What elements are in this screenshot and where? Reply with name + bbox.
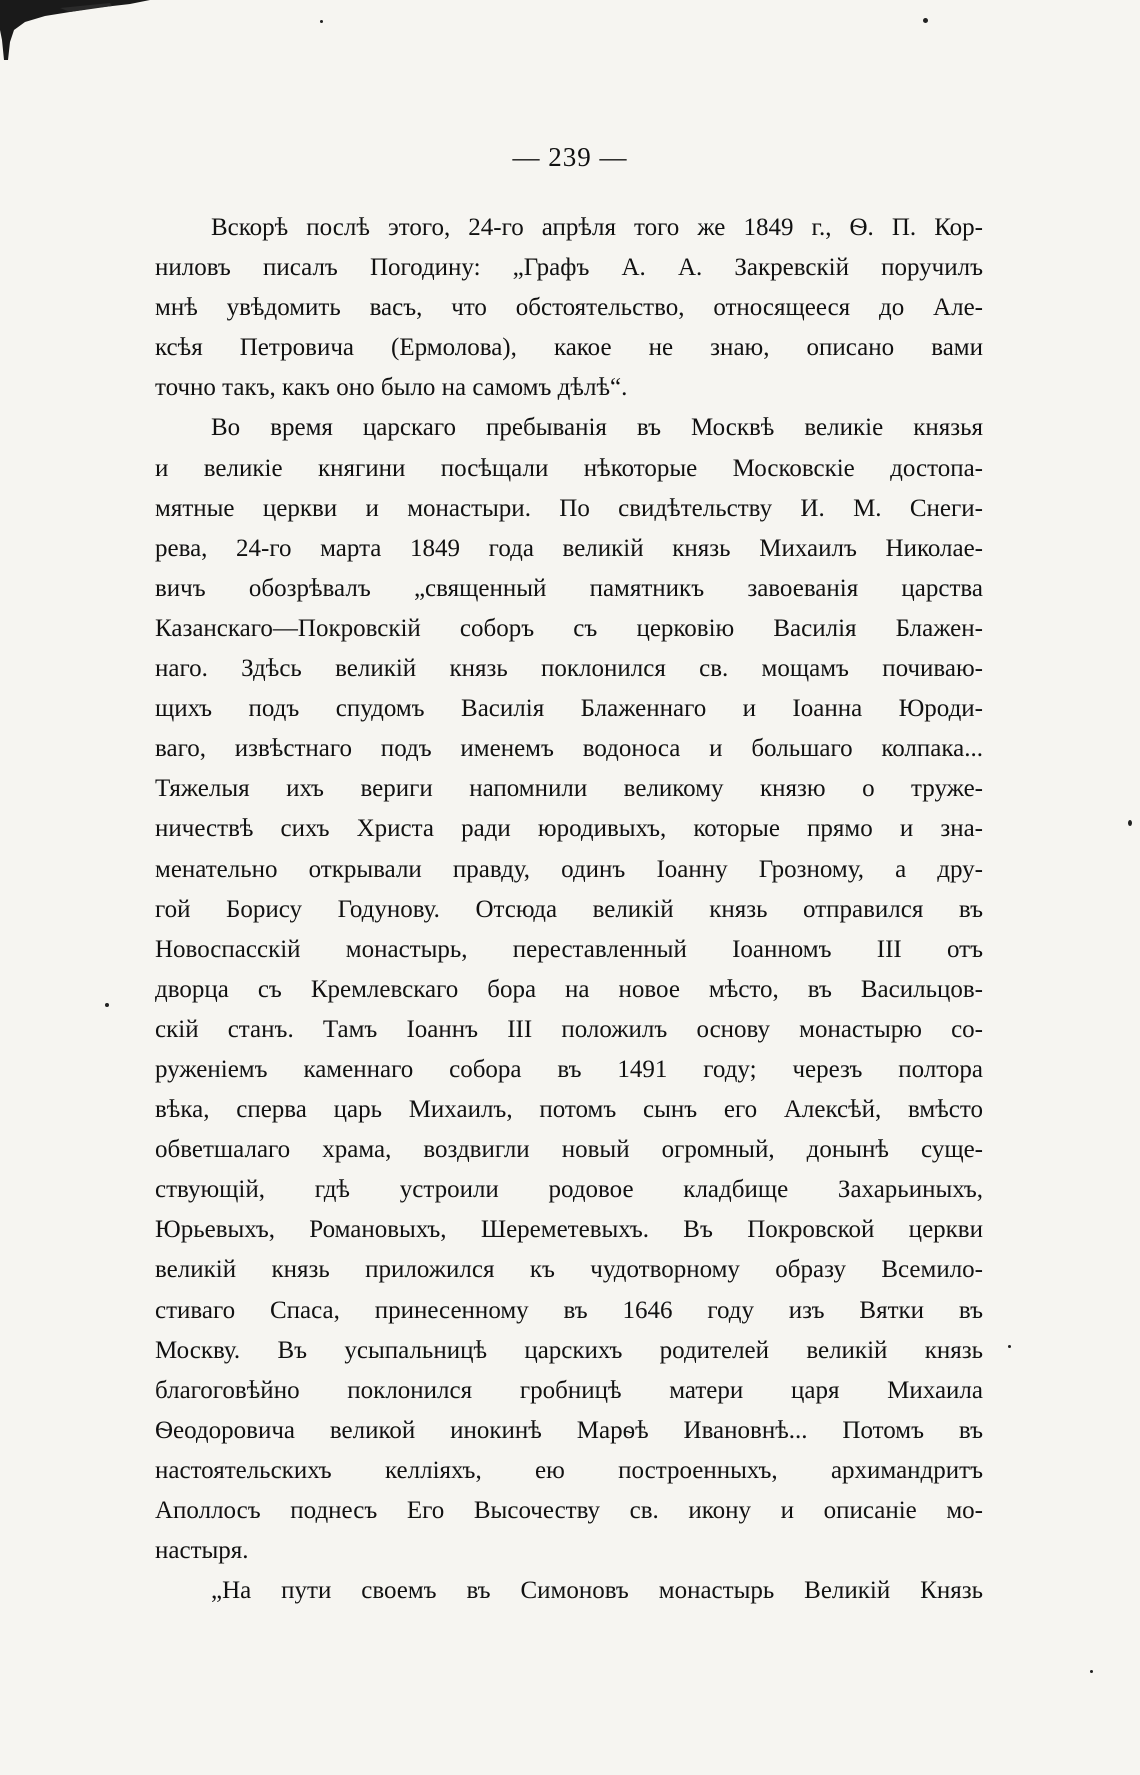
- text-line: Москву. Въ усыпальницѣ царскихъ родителей великій князь: [155, 1336, 983, 1364]
- text-line: Во время царскаго пребыванія въ Москвѣ великіе князья: [211, 414, 983, 442]
- text-line: скій станъ. Тамъ Іоаннъ III положилъ основу монастырю со-: [155, 1015, 983, 1043]
- scan-speck: [105, 1003, 109, 1007]
- text-line: Ѳеодоровича великой инокинѣ Марѳѣ Ивановнѣ... Потомъ въ: [155, 1416, 983, 1444]
- text-line: Вскорѣ послѣ этого, 24-го апрѣля того же 1849 г., Ѳ. П. Кор-: [211, 214, 983, 241]
- text-line: гой Борису Годунову. Отсюда великій князь отправился въ: [155, 895, 983, 923]
- text-line: „На пути своемъ въ Симоновъ монастырь Великій Князь: [211, 1577, 983, 1605]
- text-line: вичъ обозрѣвалъ „священный памятникъ завоеванія царства: [155, 574, 983, 602]
- text-line: благоговѣйно поклонился гробницѣ матери царя Михаила: [155, 1376, 983, 1404]
- text-line: Юрьевыхъ, Романовыхъ, Шереметевыхъ. Въ Покровской церкви: [155, 1216, 983, 1244]
- text-line: вѣка, сперва царь Михаилъ, потомъ сынъ его Алексѣй, вмѣсто: [155, 1096, 983, 1124]
- text-line: Казанскаго—Покровскій соборъ съ церковію Василія Блажен-: [155, 614, 983, 642]
- scan-speck: [1128, 820, 1132, 826]
- text-line: настоятельскихъ келліяхъ, ею построенныхъ, архимандритъ: [155, 1456, 983, 1484]
- text-line: руженіемъ каменнаго собора въ 1491 году; черезъ полтора: [155, 1055, 983, 1083]
- text-line: точно такъ, какъ оно было на самомъ дѣлѣ“.: [155, 374, 628, 402]
- text-line: дворца съ Кремлевскаго бора на новое мѣсто, въ Васильцов-: [155, 975, 983, 1003]
- text-line: ксѣя Петровича (Ермолова), какое не знаю, описано вами: [155, 334, 983, 362]
- text-line: Тяжелыя ихъ вериги напомнили великому князю о труже-: [155, 775, 983, 803]
- scan-speck: [1090, 1670, 1093, 1673]
- text-line: щихъ подъ спудомъ Василія Блаженнаго и Іоанна Юроди-: [155, 695, 983, 723]
- text-line: наго. Здѣсь великій князь поклонился св. мощамъ почиваю-: [155, 655, 983, 683]
- text-line: ниловъ писалъ Погодину: „Графъ А. А. Закревскій поручилъ: [155, 254, 983, 282]
- text-line: ничествѣ сихъ Христа ради юродивыхъ, которые прямо и зна-: [155, 815, 983, 843]
- scan-speck: [923, 18, 928, 23]
- text-line: мятные церкви и монастыри. По свидѣтельству И. М. Снеги-: [155, 494, 983, 522]
- text-line: рева, 24-го марта 1849 года великій князь Михаилъ Николае-: [155, 534, 983, 562]
- page-number: — 239 —: [512, 142, 628, 172]
- text-line: ствующій, гдѣ устроили родовое кладбище Захарьиныхъ,: [155, 1176, 983, 1204]
- scan-speck: [1008, 1345, 1011, 1348]
- text-line: настыря.: [155, 1537, 249, 1565]
- text-line: обветшалаго храма, воздвигли новый огромный, донынѣ суще-: [155, 1136, 983, 1164]
- text-line: менательно открывали правду, одинъ Іоанну Грозному, а дру-: [155, 855, 983, 883]
- text-line: ваго, извѣстнаго подъ именемъ водоноса и большаго колпака...: [155, 735, 983, 763]
- text-line: и великіе княгини посѣщали нѣкоторые Московскіе достопа-: [155, 454, 983, 482]
- text-line: Аполлосъ поднесъ Его Высочеству св. икону и описаніе мо-: [155, 1497, 983, 1524]
- scan-edge-mark: [0, 0, 150, 60]
- body-text: [155, 208, 983, 1611]
- text-line: мнѣ увѣдомить васъ, что обстоятельство, относящееся до Але-: [155, 294, 983, 322]
- text-line: стиваго Спаса, принесенному въ 1646 году изъ Вятки въ: [155, 1296, 983, 1324]
- text-line: великій князь приложился къ чудотворному образу Всемило-: [155, 1256, 983, 1284]
- text-line: Новоспасскій монастырь, переставленный Іоанномъ III отъ: [155, 935, 983, 963]
- scan-speck: [320, 20, 323, 23]
